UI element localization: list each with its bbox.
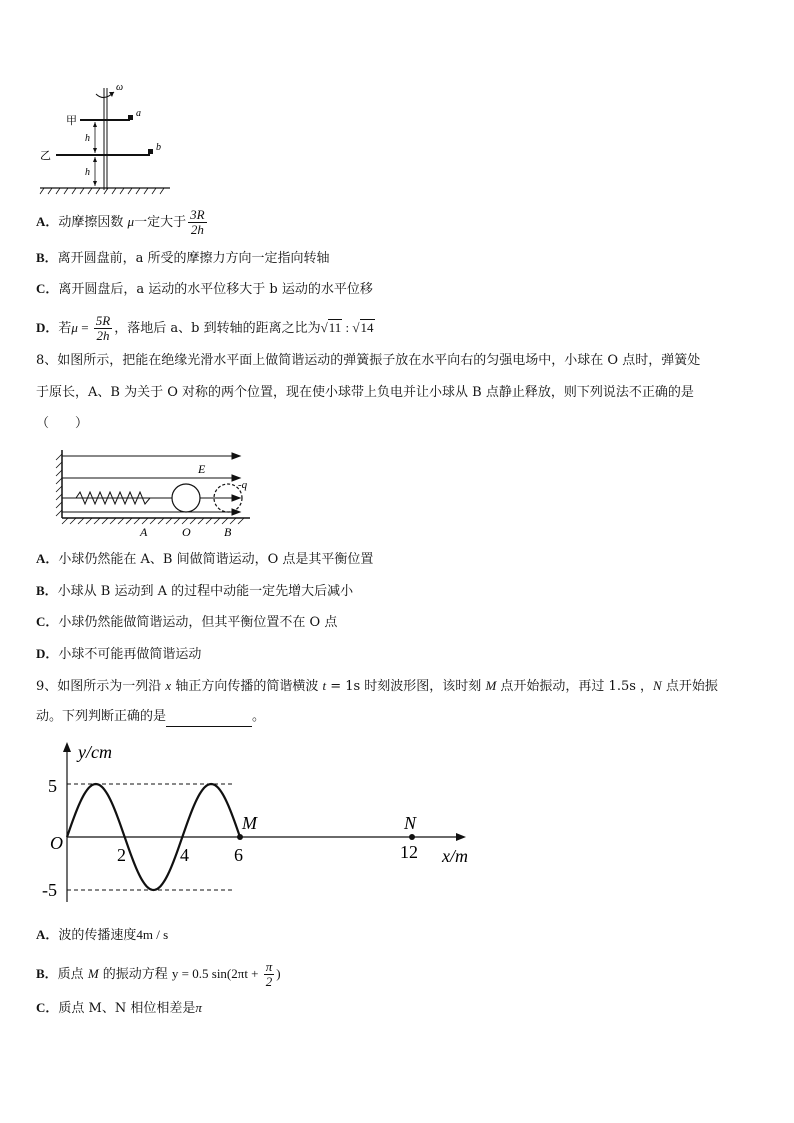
- label-o: O: [182, 525, 191, 539]
- y-axis-label: y/cm: [78, 742, 112, 762]
- label-h2: h: [85, 167, 90, 178]
- q7-option-a: A．动摩擦因数 μ一定大于 $\frac{3R}{2h}$: [36, 207, 205, 237]
- wall-hatch: [56, 454, 62, 516]
- x-tick-12: 12: [400, 842, 418, 862]
- y-axis-arrow: [63, 742, 71, 752]
- q8-option-b: B．小球从 B 运动到 A 的过程中动能一定先增大后减小: [36, 583, 354, 599]
- h-dim-2-head-b: [93, 181, 97, 186]
- x-axis-label: x/m: [442, 846, 468, 866]
- point-m: [237, 834, 243, 840]
- h-dim-2-head-a: [93, 157, 97, 162]
- q8-stem-line2: 于原长，A、B 为关于 O 对称的两个位置，现在使小球带上负电并让小球从 B 点静止释放，则下列说法不正确的是: [36, 385, 694, 400]
- block-a: [128, 115, 133, 120]
- q8-stem-line3: （ ）: [36, 416, 89, 431]
- label-yi: 乙: [40, 150, 51, 162]
- sqrt-14: √14: [352, 320, 374, 335]
- x-tick-6: 6: [234, 845, 243, 865]
- q7-option-b: B．离开圆盘前，a 所受的摩擦力方向一定指向转轴: [36, 250, 330, 266]
- q9-option-b: B．质点 M 的振动方程 y = 0.5 sin(2πt + $\frac{\pi}{2}$ ): [36, 959, 281, 989]
- y-tick-neg5: -5: [42, 880, 57, 900]
- label-n: N: [404, 813, 417, 833]
- label-h1: h: [85, 133, 90, 144]
- label-q: -q: [238, 479, 248, 491]
- floor-hatch: [62, 518, 244, 524]
- fraction-5r-2h: $\frac{5R}{2h}$: [95, 313, 111, 343]
- y-tick-5: 5: [48, 776, 57, 796]
- q8-stem-line1: 8、如图所示，把能在绝缘光滑水平面上做简谐运动的弹簧振子放在水平向右的匀强电场中，小球在 O 点时，弹簧处: [36, 353, 701, 368]
- q9-option-c: C．质点 M、N 相位相差是π: [36, 1000, 202, 1016]
- q8-option-d: D．小球不可能再做简谐运动: [36, 646, 202, 662]
- omega-label: ω: [116, 82, 124, 93]
- block-b: [148, 149, 153, 154]
- ground-hatch: [40, 188, 164, 194]
- label-b: B: [224, 525, 232, 539]
- ball: [172, 484, 200, 512]
- q9-option-a: A．波的传播速度4m / s: [36, 927, 169, 943]
- q9-stem-line1: 9、如图所示为一列沿 x 轴正方向传播的简谐横波 t = 1s 时刻波形图，该时刻 M 点开始振动，再过 1.5s ，N 点开始振: [36, 678, 718, 694]
- wave-figure: [40, 736, 480, 908]
- x-axis-arrow: [456, 833, 466, 841]
- label-a: A: [140, 525, 148, 539]
- answer-blank[interactable]: [166, 712, 252, 727]
- point-n: [409, 834, 415, 840]
- h-dim-1-head-a: [93, 122, 97, 127]
- label-e: E: [198, 462, 206, 476]
- sqrt-11: √11: [320, 320, 342, 335]
- rotating-disks-figure: [36, 80, 176, 198]
- x-tick-4: 4: [180, 845, 189, 865]
- q8-option-c: C．小球仍然能做简谐运动，但其平衡位置不在 O 点: [36, 614, 338, 630]
- q9-stem-line2: 动。下列判断正确的是 。: [36, 707, 764, 727]
- label-b: b: [156, 142, 161, 153]
- x-tick-2: 2: [117, 845, 126, 865]
- h-dim-1-head-b: [93, 148, 97, 153]
- spring-oscillator-figure: [50, 446, 270, 542]
- origin-label: O: [50, 833, 63, 853]
- electric-field-lines: [62, 453, 240, 515]
- q7-option-d: D．若μ = $\frac{5R}{2h}$ ，落地后 a、b 到转轴的距离之比为√11 : √14: [36, 313, 374, 343]
- q8-option-a: A．小球仍然能在 A、B 间做简谐运动，O 点是其平衡位置: [36, 551, 374, 567]
- label-m: M: [242, 813, 257, 833]
- omega-arrowhead: [109, 92, 114, 97]
- label-jia: 甲: [66, 115, 77, 127]
- fraction-pi-2: $\frac{\pi}{2}$: [265, 959, 273, 989]
- fraction-3r-2h: $\frac{3R}{2h}$: [190, 207, 205, 237]
- label-a: a: [136, 108, 141, 119]
- q7-option-c: C．离开圆盘后，a 运动的水平位移大于 b 运动的水平位移: [36, 281, 373, 297]
